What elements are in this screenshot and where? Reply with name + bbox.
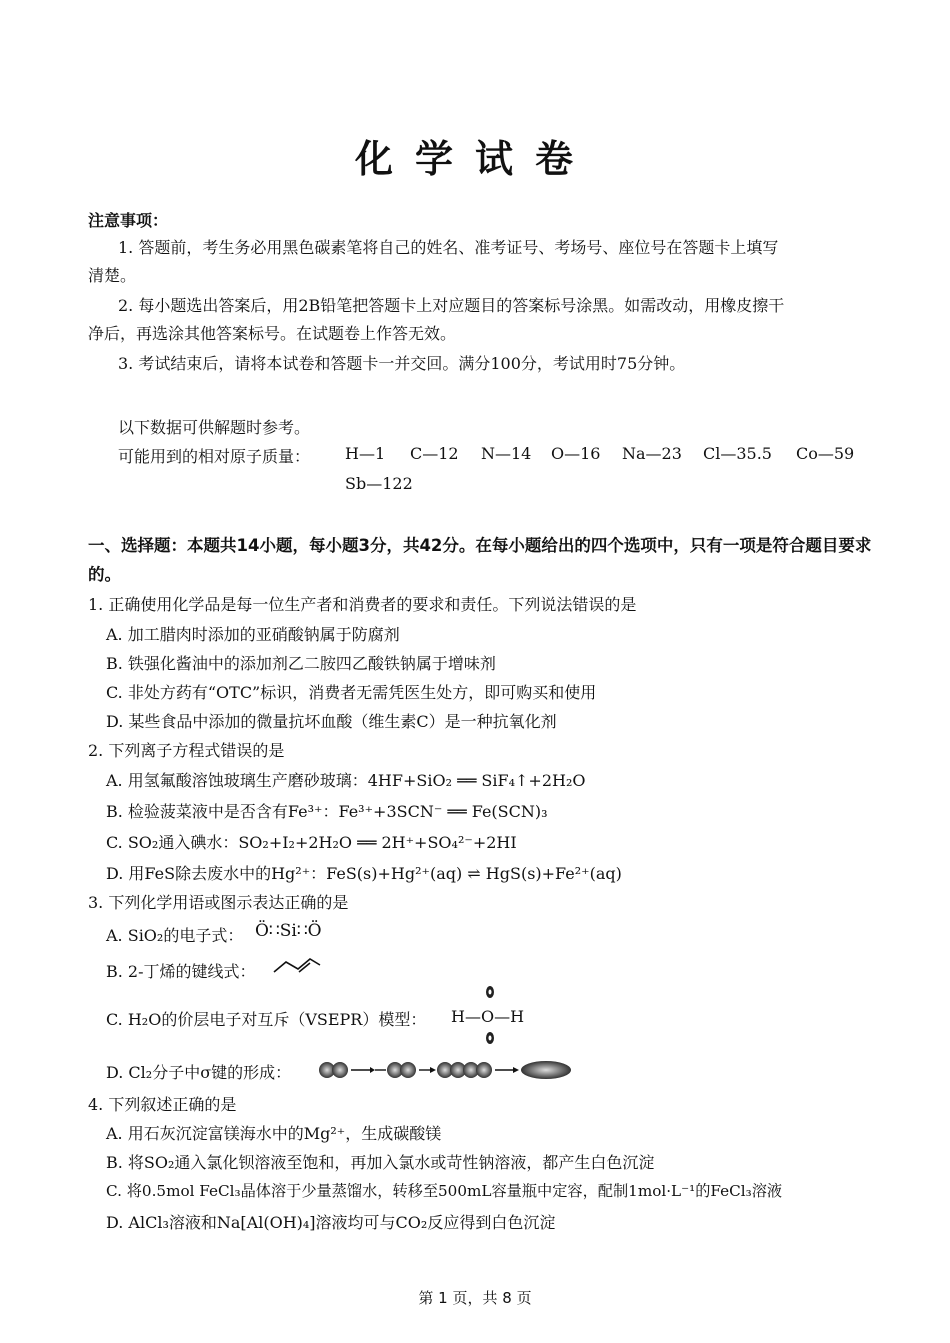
question-3-stem: 3. 下列化学用语或图示表达正确的是: [88, 893, 349, 912]
mass-Sb: Sb—122: [345, 474, 413, 493]
question-4-option-a: A. 用石灰沉淀富镁海水中的Mg²⁺，生成碳酸镁: [106, 1124, 442, 1143]
question-1-option-c: C. 非处方药有“OTC”标识，消费者无需凭医生处方，即可购买和使用: [106, 683, 597, 702]
mass-O: O—16: [551, 444, 601, 463]
reference-label: 可能用到的相对原子质量：: [118, 447, 311, 466]
mass-Na: Na—23: [622, 444, 682, 463]
question-3-option-b: B. 2-丁烯的键线式：: [106, 962, 256, 981]
lone-pair-lobes-icon: [482, 984, 498, 1046]
question-1-option-a: A. 加工腊肉时添加的亚硝酸钠属于防腐剂: [106, 625, 400, 644]
mass-Cl: Cl—35.5: [703, 444, 772, 463]
question-2-stem: 2. 下列离子方程式错误的是: [88, 741, 285, 760]
notice-item-3: 3. 考试结束后，请将本试卷和答题卡一并交回。满分100分，考试用时75分钟。: [118, 354, 686, 373]
question-2-option-b: B. 检验菠菜液中是否含有Fe³⁺：Fe³⁺+3SCN⁻ ══ Fe(SCN)₃: [106, 802, 548, 821]
notice-item-1: 1. 答题前，考生务必用黑色碳素笔将自己的姓名、准考证号、考场号、座位号在答题卡上填写: [118, 238, 779, 257]
question-4-option-c: C. 将0.5mol FeCl₃晶体溶于少量蒸馏水，转移至500mL容量瓶中定容，配制1mol·L⁻¹的FeCl₃溶液: [106, 1182, 783, 1200]
question-2-option-d: D. 用FeS除去废水中的Hg²⁺：FeS(s)+Hg²⁺(aq) ⇌ HgS(s)+Fe²⁺(aq): [106, 864, 622, 883]
sigma-bond-formation-diagram: [318, 1058, 576, 1082]
reference-intro: 以下数据可供解题时参考。: [118, 418, 311, 437]
mass-C: C—12: [410, 444, 459, 463]
page-title: 化学试卷: [354, 137, 595, 181]
question-1-stem: 1. 正确使用化学品是每一位生产者和消费者的要求和责任。下列说法错误的是: [88, 595, 637, 614]
question-2-option-a: A. 用氢氟酸溶蚀玻璃生产磨砂玻璃：4HF+SiO₂ ══ SiF₄↑+2H₂O: [106, 771, 586, 790]
notice-item-1-cont: 清楚。: [88, 266, 137, 285]
mass-Co: Co—59: [796, 444, 855, 463]
sio2-electron-formula: Ö∷Si∷Ö: [255, 921, 322, 941]
mass-N: N—14: [481, 444, 532, 463]
butene-skeletal-formula: [272, 955, 324, 975]
question-3-option-c: C. H₂O的价层电子对互斥（VSEPR）模型：: [106, 1010, 427, 1029]
notice-heading: 注意事项：: [88, 211, 169, 230]
notice-item-2-cont: 净后，再选涂其他答案标号。在试题卷上作答无效。: [88, 324, 457, 343]
question-4-option-b: B. 将SO₂通入氯化钡溶液至饱和，再加入氯水或苛性钠溶液，都产生白色沉淀: [106, 1153, 655, 1172]
vsepr-model-label: H—O—H: [451, 1007, 525, 1026]
question-1-option-b: B. 铁强化酱油中的添加剂乙二胺四乙酸铁钠属于增味剂: [106, 654, 496, 673]
question-3-option-d: D. Cl₂分子中σ键的形成：: [106, 1063, 292, 1082]
page-number-footer: 第 1 页，共 8 页: [418, 1289, 532, 1307]
mass-H: H—1: [345, 444, 386, 463]
question-1-option-d: D. 某些食品中添加的微量抗坏血酸（维生素C）是一种抗氧化剂: [106, 712, 557, 731]
section-heading: 一、选择题：本题共14小题，每小题3分，共42分。在每小题给出的四个选项中，只有一项是符合题目要求的。: [88, 536, 872, 584]
question-4-stem: 4. 下列叙述正确的是: [88, 1095, 237, 1114]
notice-item-2: 2. 每小题选出答案后，用2B铅笔把答题卡上对应题目的答案标号涂黑。如需改动，用橡皮擦干: [118, 296, 785, 315]
question-4-option-d: D. AlCl₃溶液和Na[Al(OH)₄]溶液均可与CO₂反应得到白色沉淀: [106, 1213, 556, 1232]
question-3-option-a: A. SiO₂的电子式：: [106, 926, 244, 945]
question-2-option-c: C. SO₂通入碘水：SO₂+I₂+2H₂O ══ 2H⁺+SO₄²⁻+2HI: [106, 833, 517, 852]
